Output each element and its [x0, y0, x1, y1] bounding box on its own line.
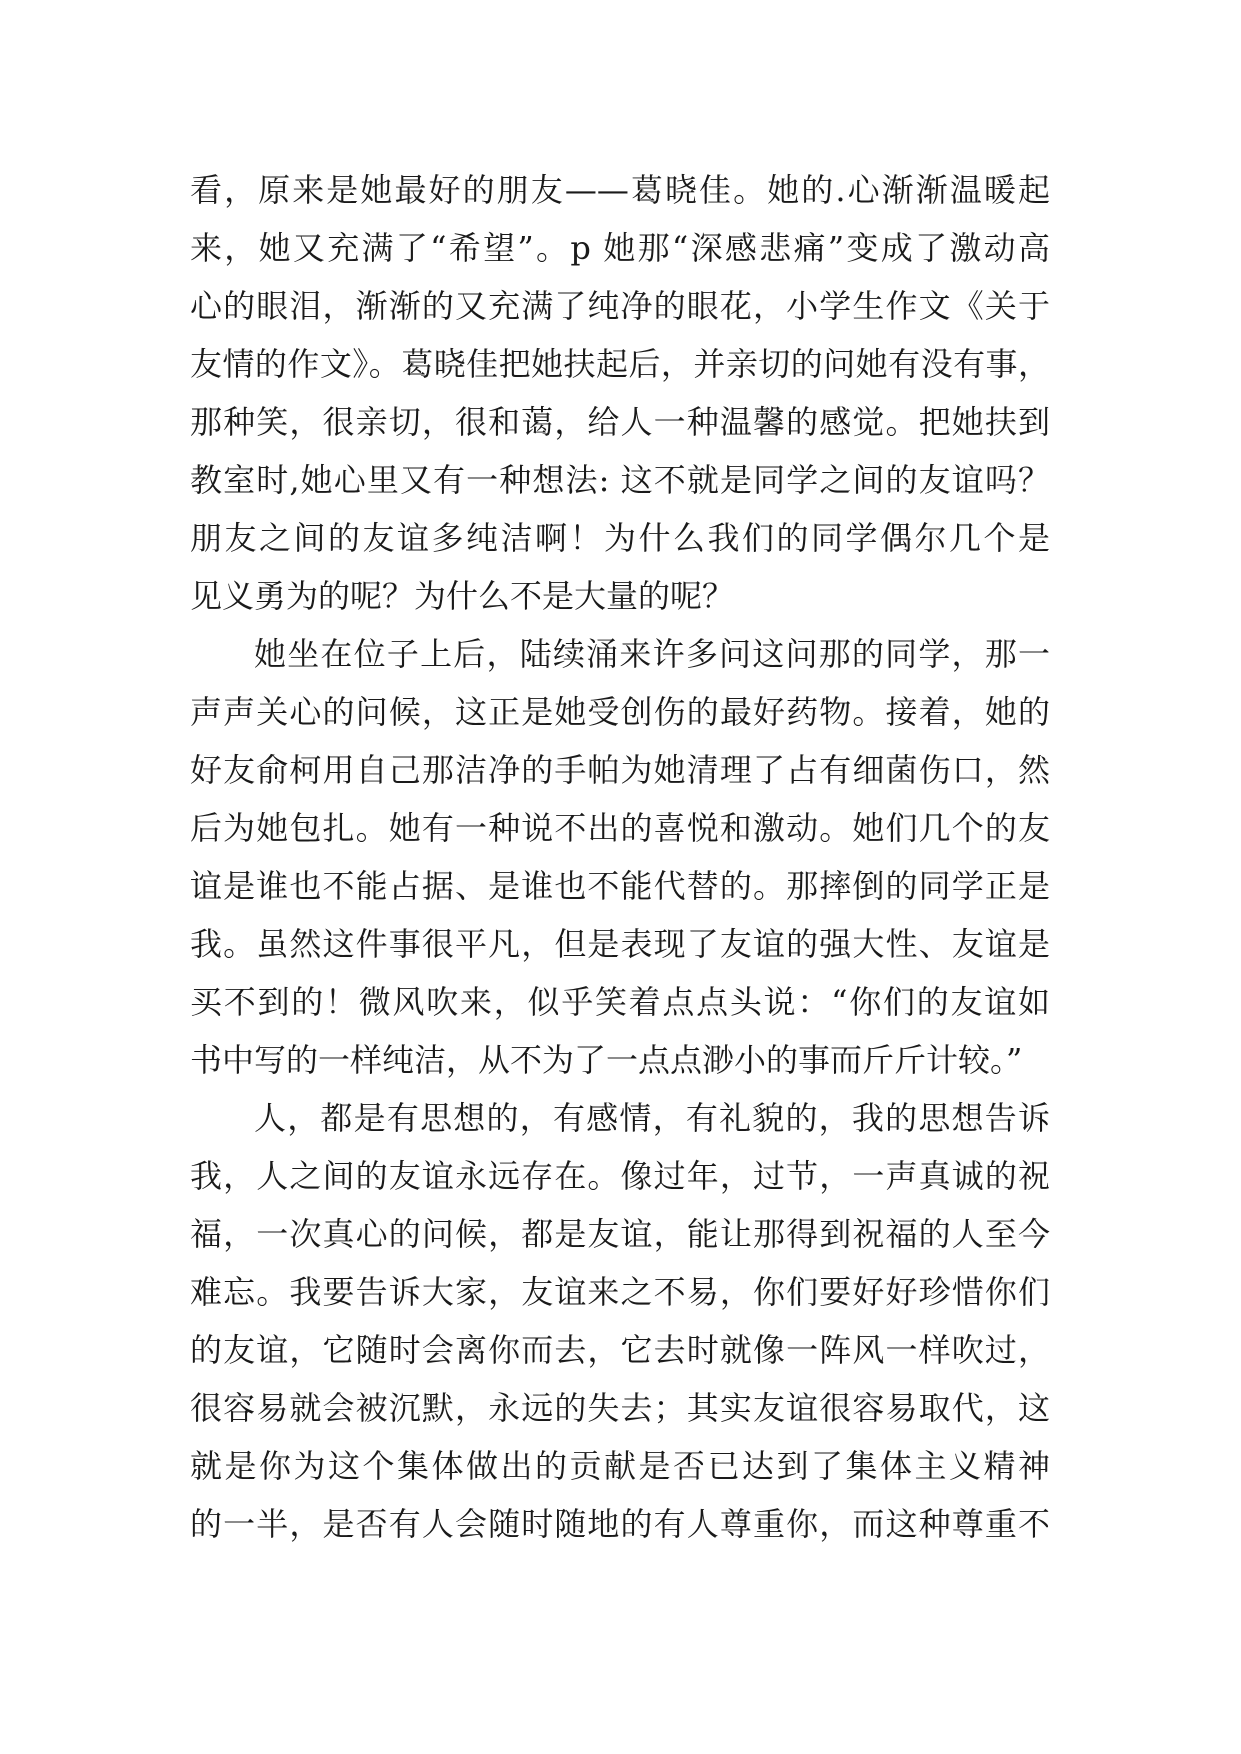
text-line: 福，一次真心的问候，都是友谊，能让那得到祝福的人至今: [190, 1215, 1050, 1253]
text-line: 我，人之间的友谊永远存在。像过年，过节，一声真诚的祝: [190, 1157, 1050, 1195]
text-line: 就是你为这个集体做出的贡献是否已达到了集体主义精神: [190, 1447, 1050, 1485]
text-line: 教室时,她心里又有一种想法: 这不就是同学之间的友谊吗？: [190, 461, 1050, 499]
text-line: 人，都是有思想的，有感情，有礼貌的，我的思想告诉: [254, 1099, 1050, 1137]
text-line: 那种笑，很亲切，很和蔼，给人一种温馨的感觉。把她扶到: [190, 403, 1050, 441]
text-line: 朋友之间的友谊多纯洁啊！为什么我们的同学偶尔几个是: [190, 519, 1050, 557]
text-line: 看，原来是她最好的朋友——葛晓佳。她的.心渐渐温暖起: [190, 171, 1050, 209]
text-line: 买不到的！微风吹来，似乎笑着点点头说：“你们的友谊如: [190, 983, 1050, 1021]
text-line: 难忘。我要告诉大家，友谊来之不易，你们要好好珍惜你们: [190, 1273, 1050, 1311]
text-line: 书中写的一样纯洁，从不为了一点点渺小的事而斤斤计较。”: [190, 1041, 1023, 1079]
text-line: 声声关心的问候，这正是她受创伤的最好药物。接着，她的: [190, 693, 1050, 731]
text-line: 很容易就会被沉默，永远的失去；其实友谊很容易取代，这: [190, 1389, 1050, 1427]
text-line: 来，她又充满了“希望”。p 她那“深感悲痛”变成了激动高: [190, 229, 1050, 267]
text-line: 的一半，是否有人会随时随地的有人尊重你，而这种尊重不: [190, 1505, 1050, 1543]
body-text: [190, 161, 1050, 1553]
text-line: 心的眼泪，渐渐的又充满了纯净的眼花，小学生作文《关于: [190, 287, 1050, 325]
text-line: 谊是谁也不能占据、是谁也不能代替的。那摔倒的同学正是: [190, 867, 1050, 905]
text-line: 我。虽然这件事很平凡，但是表现了友谊的强大性、友谊是: [190, 925, 1050, 963]
text-line: 好友俞柯用自己那洁净的手帕为她清理了占有细菌伤口，然: [190, 751, 1050, 789]
text-line: 见义勇为的呢？为什么不是大量的呢？: [190, 577, 735, 615]
text-line: 后为她包扎。她有一种说不出的喜悦和激动。她们几个的友: [190, 809, 1050, 847]
text-line: 友情的作文》。葛晓佳把她扶起后，并亲切的问她有没有事，: [190, 345, 1050, 383]
text-line: 她坐在位子上后，陆续涌来许多问这问那的同学，那一: [254, 635, 1050, 673]
text-line: 的友谊，它随时会离你而去，它去时就像一阵风一样吹过，: [190, 1331, 1050, 1369]
